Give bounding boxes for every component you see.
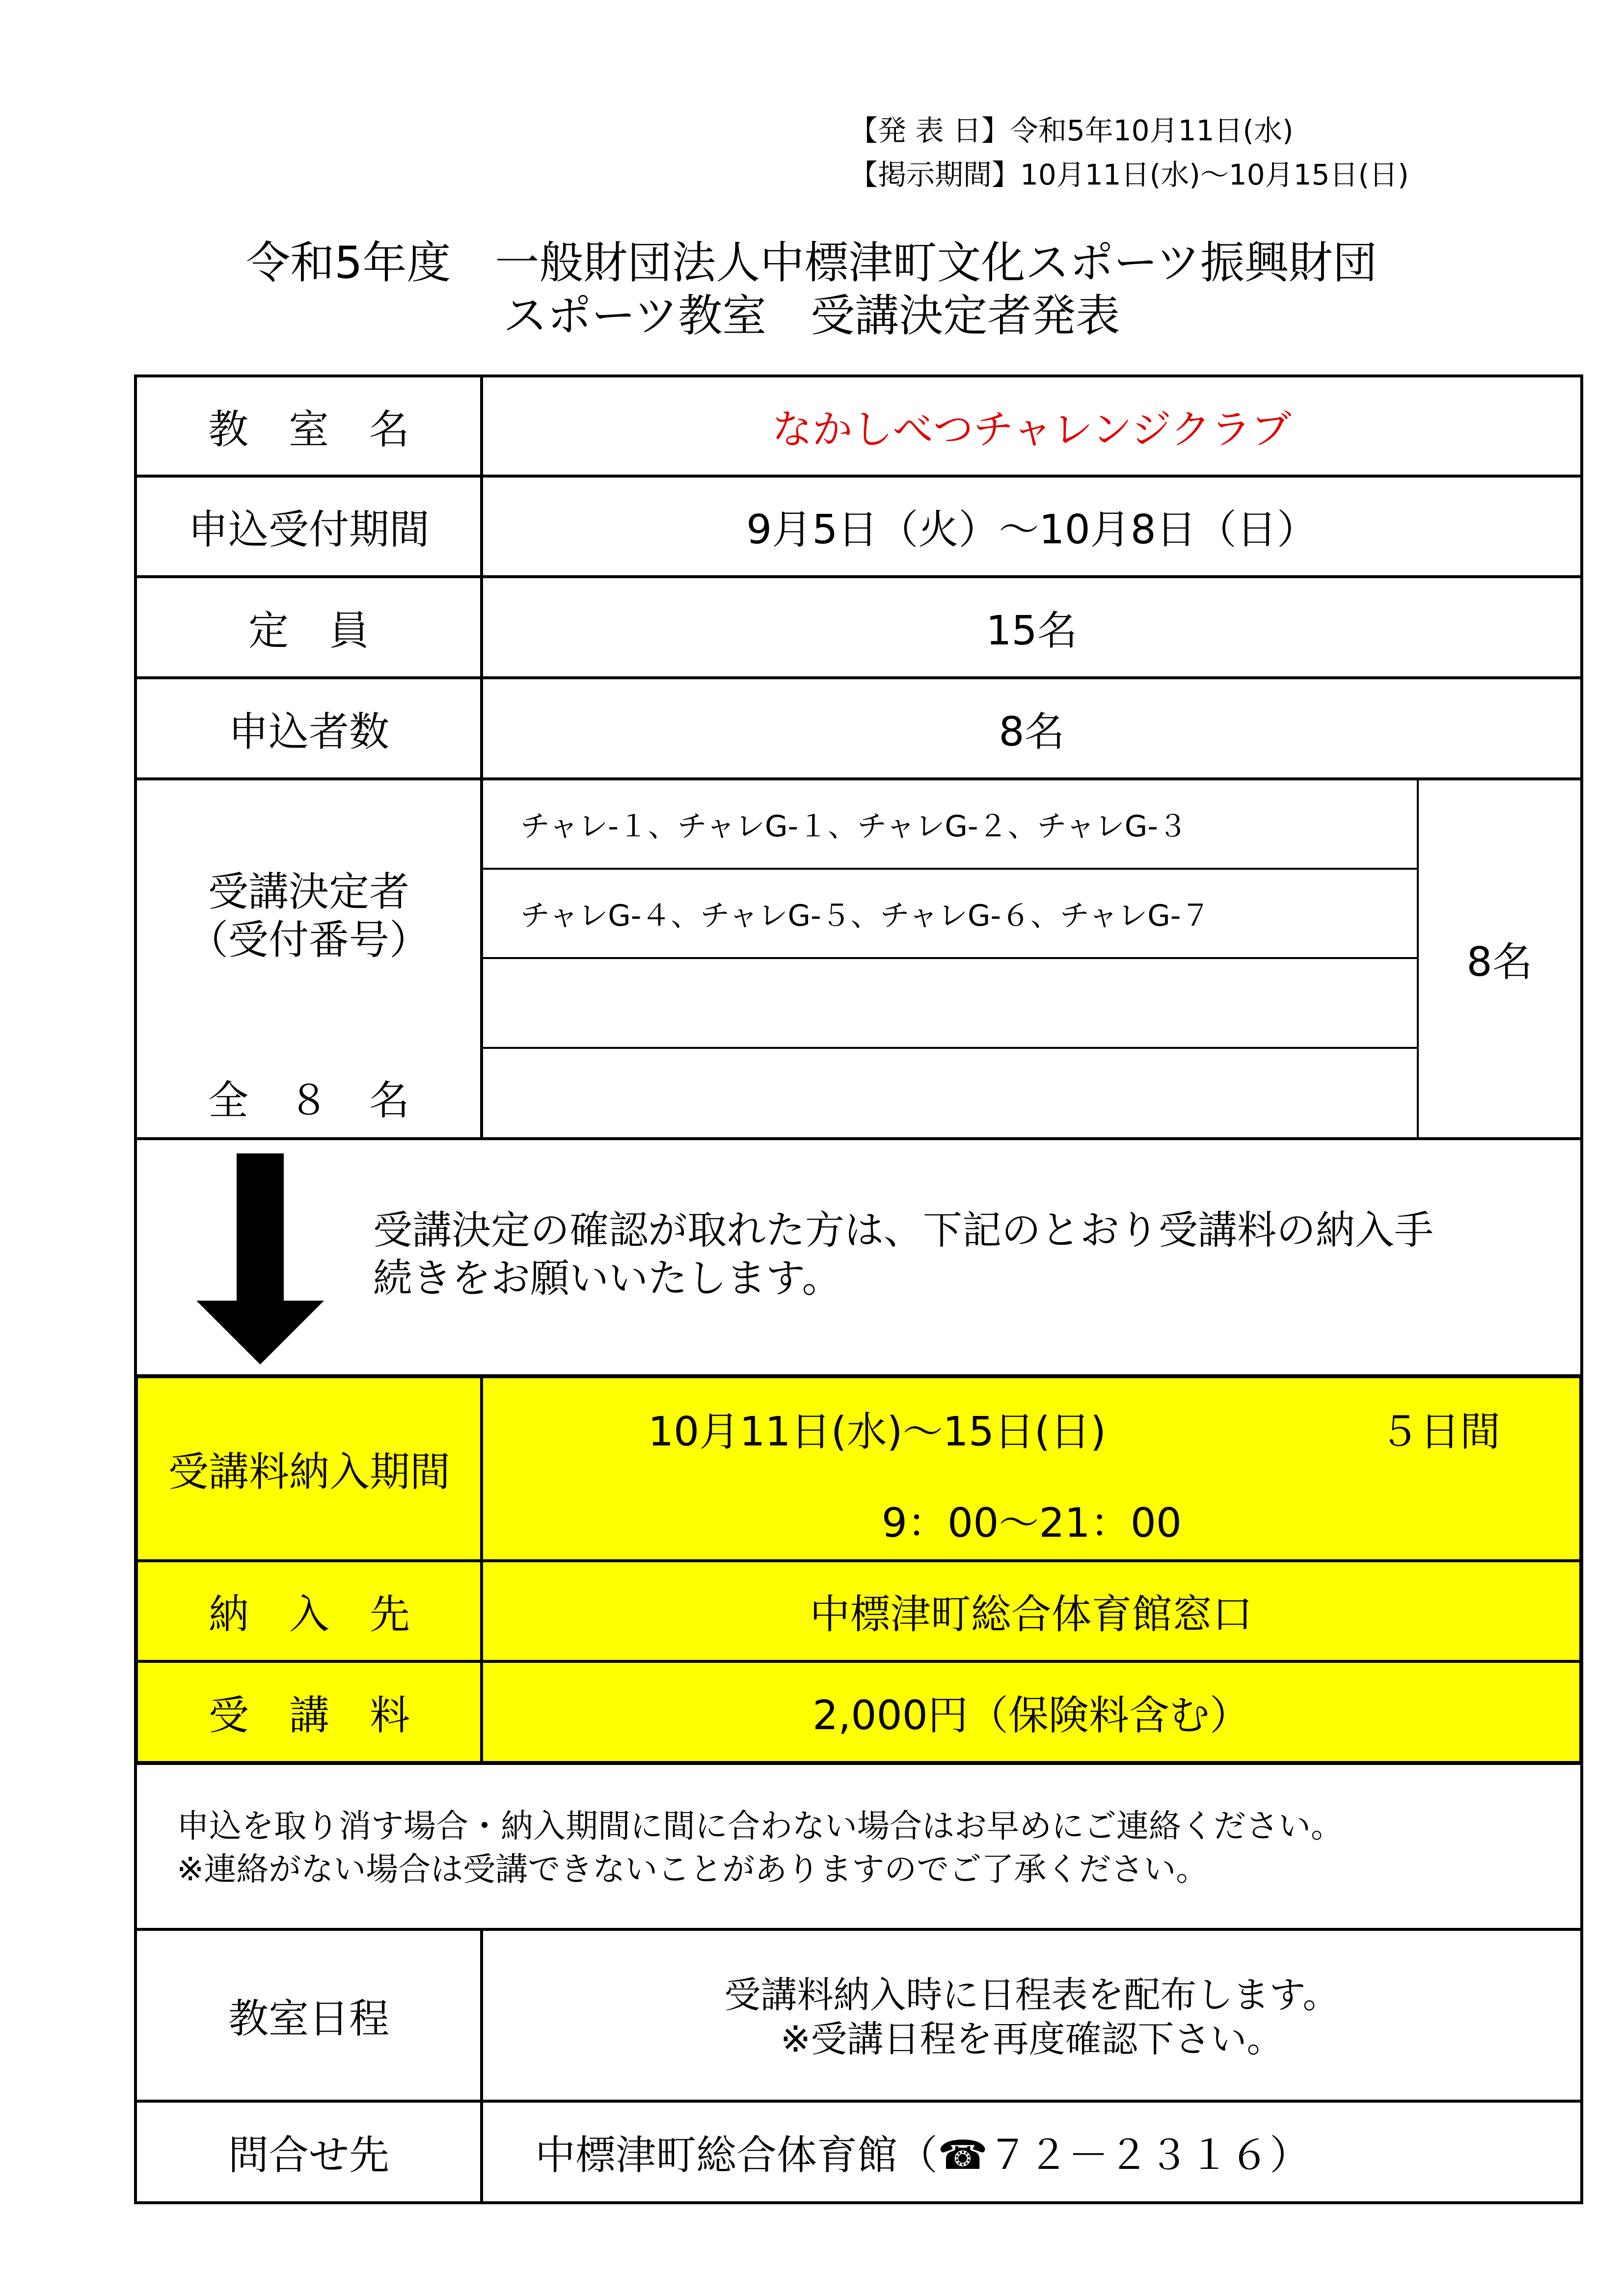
posting-period: 10月11日(水)～10月15日(日)	[1020, 158, 1409, 191]
application-period-label: 申込受付期間	[188, 507, 430, 553]
class-name: なかしべつチャレンジクラブ	[772, 406, 1292, 453]
posting-period-line	[849, 156, 1409, 193]
payment-period-label: 受講料納入期間	[168, 1449, 450, 1495]
contact-value: 中標津町総合体育館（☎７２－２３１６）	[535, 2132, 1310, 2179]
accepted-row-3	[520, 959, 1414, 1047]
page-subtitle: スポーツ教室 受講決定者発表	[503, 290, 1120, 342]
accepted-label: 受講決定者	[208, 868, 409, 915]
accepted-row-1: チャレ-１、チャレG-１、チャレG-２、チャレG-３	[520, 809, 1188, 844]
instruction-line-1: 受講決定の確認が取れた方は、下記のとおり受講料の納入手	[373, 1207, 1434, 1253]
announce-date-line	[849, 112, 1294, 149]
schedule-line-2: ※受講日程を再度確認下さい。	[780, 2018, 1283, 2060]
fee-label: 受 講 料	[208, 1692, 410, 1739]
applicants-count: 8名	[999, 708, 1065, 755]
posting-period-label: 【掲示期間】	[849, 158, 1021, 191]
applicants-label: 申込者数	[228, 708, 389, 755]
down-arrow-icon	[196, 1153, 324, 1364]
announce-date: 令和5年10月11日(水)	[1009, 114, 1294, 147]
fee-amount: 2,000円（保険料含む）	[812, 1692, 1250, 1739]
page-title: 令和5年度 一般財団法人中標津町文化スポーツ振興財団	[246, 237, 1377, 289]
accepted-row-4	[520, 1049, 1414, 1137]
schedule-line-1: 受講料納入時に日程表を配布します。	[724, 1974, 1339, 2016]
notes-line-1: 申込を取り消す場合・納入期間に間に合わない場合はお早めにご連絡ください。	[177, 1807, 1343, 1845]
payment-place: 中標津町総合体育館窓口	[810, 1591, 1253, 1638]
accepted-row-2: チャレG-４、チャレG-５、チャレG-６、チャレG-７	[520, 899, 1211, 933]
notes-line-2: ※連絡がない場合は受講できないことがありますのでご了承ください。	[177, 1850, 1209, 1888]
instruction-line-2: 続きをお願いいたします。	[373, 1255, 841, 1301]
class-name-label: 教 室 名	[208, 406, 409, 453]
payment-place-label: 納 入 先	[208, 1591, 410, 1638]
payment-period-hours: 9：00～21：00	[881, 1500, 1182, 1547]
schedule-label: 教室日程	[228, 1995, 389, 2042]
application-period: 9月5日（火）～10月8日（日）	[746, 507, 1317, 553]
payment-period-days: ５日間	[1380, 1409, 1501, 1455]
payment-period-dates: 10月11日(水)～15日(日)	[648, 1409, 1106, 1455]
announce-date-label: 【発 表 日】	[849, 114, 1010, 147]
capacity-label: 定 員	[248, 607, 369, 654]
accepted-count: 8名	[1466, 939, 1533, 986]
accepted-sublabel: （受付番号）	[188, 916, 430, 963]
accepted-total-label: 全 ８ 名	[208, 1077, 409, 1124]
capacity: 15名	[986, 607, 1078, 654]
contact-label: 問合せ先	[228, 2132, 389, 2179]
